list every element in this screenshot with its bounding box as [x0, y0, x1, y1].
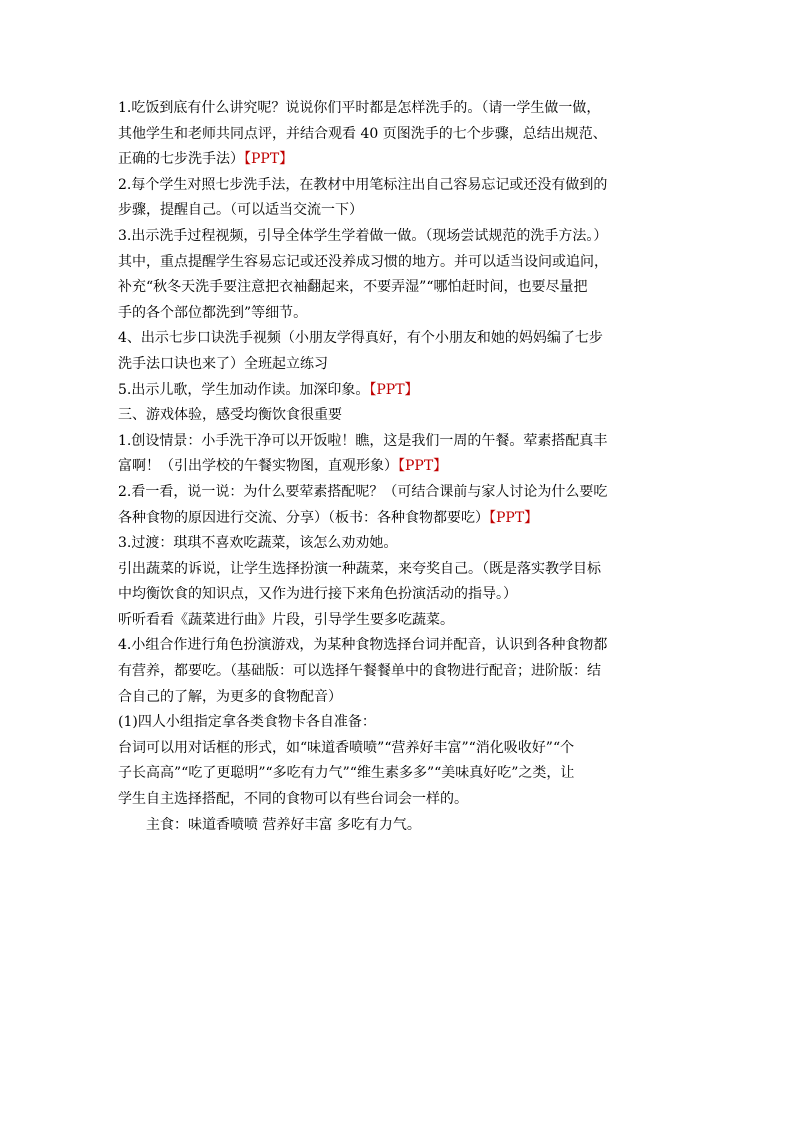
text-line: [118, 685, 678, 711]
text-line: [118, 557, 678, 583]
line-text: 4.小组合作进行角色扮演游戏，为某种食物选择台词并配音，认识到各种食物都: [118, 637, 608, 654]
document-body: [118, 96, 678, 838]
line-text: 台词可以用对话框的形式，如“味道香喷喷”“营养好丰富”“消化吸收好”“个: [118, 739, 575, 756]
line-text: 5.出示儿歌，学生加动作读。加深印象。: [118, 381, 370, 398]
line-text: 洗手法口诀也来了）全班起立练习: [118, 355, 328, 372]
text-line: [118, 250, 678, 276]
line-text: 1.创设情景：小手洗干净可以开饭啦！瞧，这是我们一周的午餐。荤素搭配真丰: [118, 432, 608, 449]
line-text: 子长高高”“吃了更聪明”“多吃有力气”“维生素多多”“美味真好吃”之类，让: [118, 765, 575, 782]
line-text: 1.吃饭到底有什么讲究呢？说说你们平时都是怎样洗手的。（请一学生做一做，: [118, 100, 601, 116]
line-text: 4、出示七步口诀洗手视频（小朋友学得真好，有个小朋友和她的妈妈编了七步: [118, 330, 603, 347]
text-line: [118, 352, 678, 378]
line-text: 手的各个部位都洗到”等细节。: [118, 304, 308, 321]
text-line: [118, 378, 678, 404]
text-line: [118, 480, 678, 506]
line-text: 其他学生和老师共同点评，并结合观看 40 页图洗手的七个步骤，总结出规范、: [118, 125, 607, 142]
text-line: [118, 710, 678, 736]
line-text: 正确的七步洗手法）: [118, 151, 244, 168]
line-text: 引出蔬菜的诉说，让学生选择扮演一种蔬菜，来夸奖自己。（既是落实教学目标: [118, 560, 601, 577]
line-text: 补充“秋冬天洗手要注意把衣袖翻起来，不要弄湿”“哪怕赶时间，也要尽量把: [118, 279, 588, 296]
line-text: 有营养，都要吃。（基础版：可以选择午餐餐单中的食物进行配音；进阶版：结: [118, 663, 601, 680]
text-line: [118, 608, 678, 634]
ppt-tag: 【PPT】: [398, 458, 448, 475]
text-line: [118, 787, 678, 813]
text-line: [118, 454, 678, 480]
line-text: 主食：味道香喷喷 营养好丰富 多吃有力气。: [146, 816, 421, 833]
text-line: [118, 429, 678, 455]
text-line: [118, 582, 678, 608]
text-line: [118, 633, 678, 659]
line-text: 步骤，提醒自己。（可以适当交流一下）: [118, 202, 363, 219]
text-line: [118, 659, 678, 685]
text-line: [118, 173, 678, 199]
line-text: 学生自主选择搭配，不同的食物可以有些台词会一样的。: [118, 791, 468, 808]
text-line: [118, 96, 678, 122]
line-text: 3.过渡：琪琪不喜欢吃蔬菜，该怎么劝劝她。: [118, 535, 398, 552]
text-line-indented: [118, 813, 678, 839]
line-text: 其中，重点提醒学生容易忘记或还没养成习惯的地方。并可以适当设问或追问，: [118, 253, 608, 270]
line-text: 富啊！（引出学校的午餐实物图，直观形象）: [118, 458, 398, 475]
ppt-tag: 【PPT】: [369, 381, 419, 398]
text-line: [118, 736, 678, 762]
line-text: 各种食物的原因进行交流、分享）（板书：各种食物都要吃）: [118, 509, 489, 526]
text-line: [118, 326, 678, 352]
ppt-tag: 【PPT】: [489, 509, 539, 526]
line-text: 三、游戏体验，感受均衡饮食很重要: [118, 407, 342, 424]
section-heading: [118, 403, 678, 429]
line-text: 2.每个学生对照七步洗手法，在教材中用笔标注出自己容易忘记或还没有做到的: [118, 176, 608, 193]
line-text: 2.看一看，说一说：为什么要荤素搭配呢？（可结合课前与家人讨论为什么要吃: [118, 483, 608, 500]
text-line: [118, 506, 678, 532]
line-text: 听听看看《蔬菜进行曲》片段，引导学生要多吃蔬菜。: [118, 611, 454, 628]
line-text: 合自己的了解，为更多的食物配音）: [118, 688, 342, 705]
text-line: [118, 147, 678, 173]
text-line: [118, 531, 678, 557]
text-line: [118, 122, 678, 148]
text-line: [118, 275, 678, 301]
text-line: [118, 198, 678, 224]
ppt-tag: 【PPT】: [244, 151, 294, 168]
line-text: 3.出示洗手过程视频，引导全体学生学着做一做。（现场尝试规范的洗手方法。）: [118, 227, 608, 244]
line-text: (1)四人小组指定拿各类食物卡各自准备：: [118, 714, 376, 731]
text-line: [118, 224, 678, 250]
text-line: [118, 761, 678, 787]
text-line: [118, 301, 678, 327]
line-text: 中均衡饮食的知识点，又作为进行接下来角色扮演活动的指导。）: [118, 586, 517, 603]
